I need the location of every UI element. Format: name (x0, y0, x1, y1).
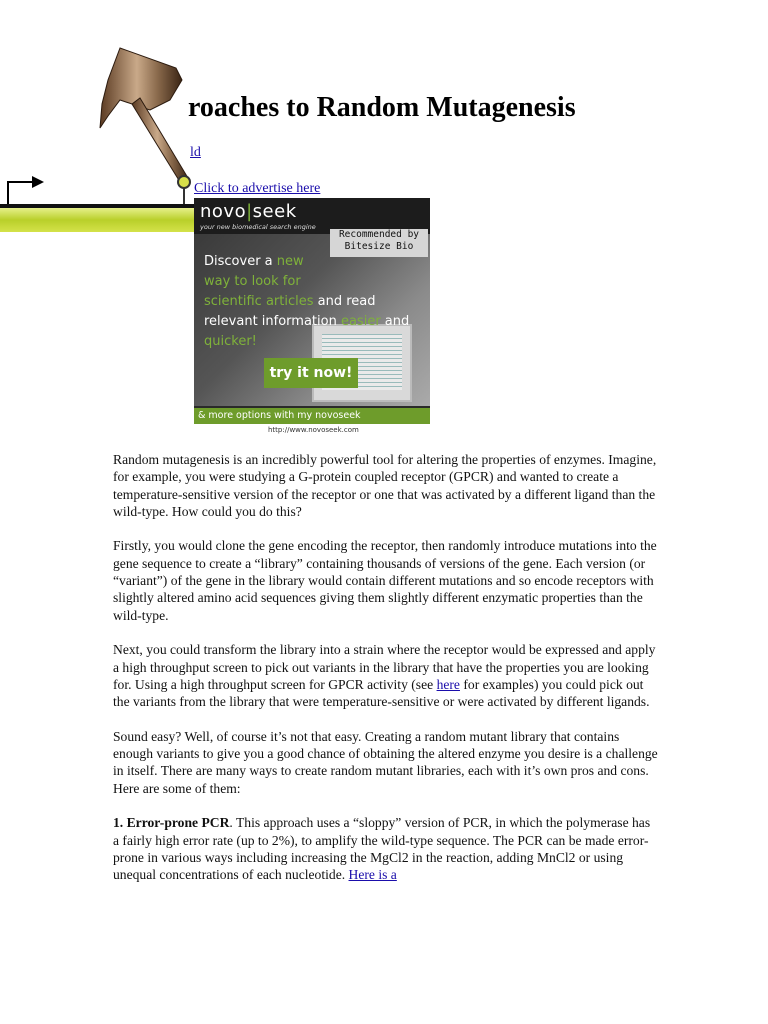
paragraph-error-prone-pcr: 1. Error-prone PCR. This approach uses a “sloppy” version of PCR, in which the polymerase has a fairly high error rate (up to 2%), to amplify the wild-type sequence. The PCR can be made error-prone in various ways including increasing the MgCl2 in the reaction, adding MnCl2 or using unequal concentrations of each nucleotide. Here is a (113, 815, 651, 883)
paragraph-intro: Random mutagenesis is an incredibly powerful tool for altering the properties of enzymes. Imagine, for example, you were studying a G-protein coupled receptor (GPCR) and wanted to create a temperature-sensitive version of the receptor or one that was activated by a different ligand than the wild-type. How could you do this? (113, 452, 657, 519)
novoseek-ad-banner[interactable] (194, 198, 430, 424)
page-title: roaches to Random Mutagenesis (188, 92, 576, 123)
ad-brand-logo: novo|seek (200, 201, 297, 222)
paragraph-screen: Next, you could transform the library into a strain where the receptor would be expressed and apply a high throughput screen to pick out variants in the library that have the properties you are looking for. Using a high throughput screen for GPCR activity (see here for examples) you could pick out the variants from the library that were temperature-sensitive or were activated by different ligands. (113, 642, 656, 710)
paragraph-library: Firstly, you would clone the gene encoding the receptor, then randomly introduce mutations into the gene sequence to create a “library” containing thousands of versions of the gene. Each version (or “variant”) of the gene in the library would contain different mutations and so encode receptors with slightly altered amino acid sequences giving them slightly different enzymatic properties than the wild-type. (113, 538, 657, 623)
ad-tagline: your new biomedical search engine (200, 223, 316, 231)
here-is-a-link[interactable]: Here is a (348, 867, 397, 883)
ad-recommended-badge: Recommended by Bitesize Bio (330, 229, 428, 257)
site-logo-hammer-icon (0, 40, 200, 240)
paragraph-challenge: Sound easy? Well, of course it’s not that easy. Creating a random mutant library that contains enough variants to give you a good chance of obtaining the altered enzyme you desire is a challenge in itself. There are many ways to create random mutant libraries, each with it’s own pros and cons. Here are some of them: (113, 728, 658, 796)
ad-bottom-strip: & more options with my novoseek (194, 408, 430, 424)
advertise-link[interactable]: Click to advertise here (194, 181, 321, 196)
try-it-now-button[interactable]: try it now! (264, 358, 358, 388)
section-heading-error-prone-pcr: 1. Error-prone PCR (113, 815, 230, 831)
article-body (113, 451, 658, 901)
author-link[interactable]: ld (190, 145, 201, 160)
ad-message: Discover a new way to look for scientific articles and read relevant information easier and quicker! (204, 254, 410, 349)
examples-link[interactable]: here (436, 676, 460, 692)
ad-url: http://www.novoseek.com (268, 426, 359, 434)
